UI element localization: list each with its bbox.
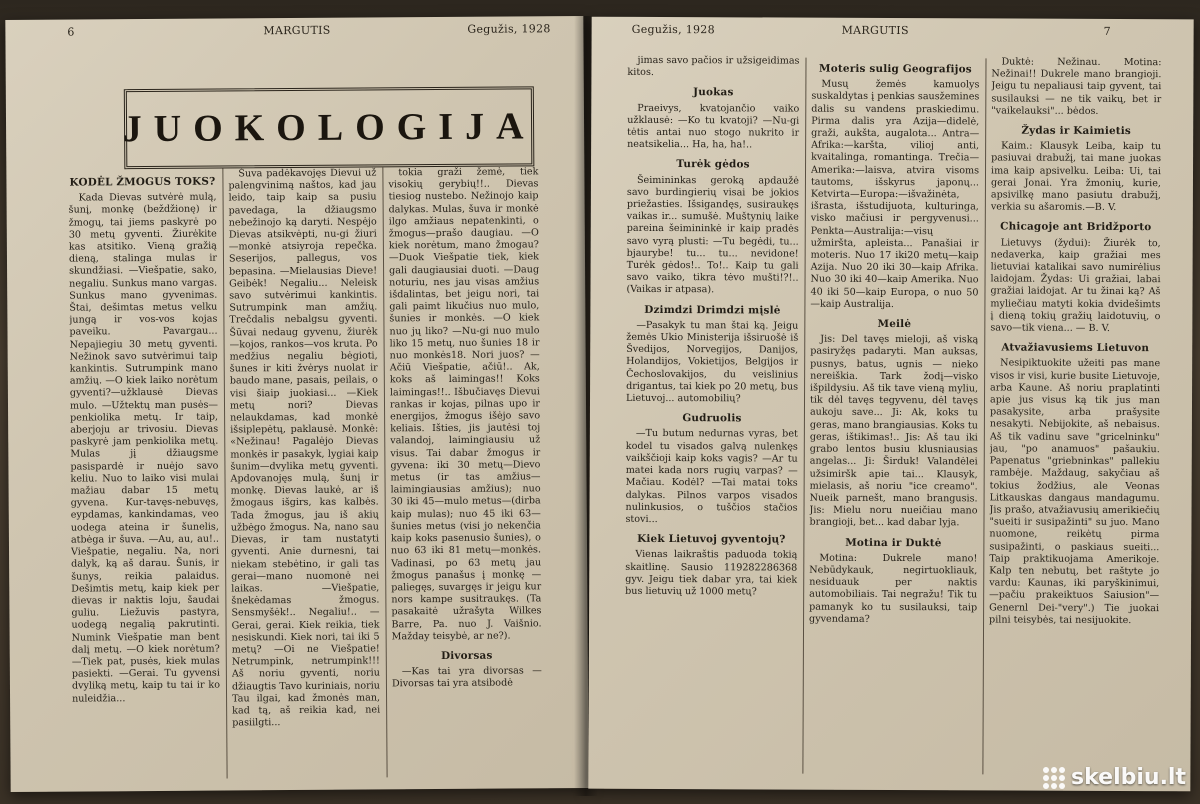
- section-heading-chicagoje: Chicagoje ant Bridžporto: [1000, 220, 1152, 234]
- masthead-box: [124, 86, 535, 169]
- gedos-text: Šeimininkas geroką apdaužė savo burdingierių visai be jokios priežasties. Išsigandęs, susiraukęs vaikas ir... sumušė. Muštynių laike pareina šeimininkė ir kaip pradės savo vyrą plusti: —Tu begėdi, tu... bjaurybe! tu... tu... nevidone! Turėk gėdos!.. To!.. Kaip tu gali savo vaiko, tikra tėvo mušti!?!.. (Vaikas ir atpasa).: [626, 174, 799, 296]
- section-heading-juokas: Juokas: [693, 86, 734, 99]
- section-heading-gudruolis: Gudruolis: [682, 412, 742, 425]
- column-rule: [982, 58, 986, 774]
- page-number-right: 7: [1103, 24, 1111, 38]
- left-column-1: [68, 169, 220, 786]
- dukte-text: Duktė: Nežinau. Motina: Nežinai!! Dukrele mano brangioji. Jeigu tu nepaliausi taip gyvent, tai susilauksi — ne tik vaikų, bet ir "vaikelauksi"... bėdos.: [991, 56, 1162, 117]
- page-number-left: 6: [67, 25, 75, 39]
- running-head-date-right: Gegužis, 1928: [631, 22, 715, 37]
- column-rule: [802, 58, 806, 774]
- running-head-magazine-right: MARGUTIS: [841, 23, 909, 38]
- section-heading-gyventoju: Kiek Lietuvoj gyventojų?: [637, 533, 786, 546]
- running-head-magazine-left: MARGUTIS: [263, 23, 331, 38]
- section-heading-zydas: Žydas ir Kaimietis: [1021, 124, 1132, 138]
- watermark: [1043, 765, 1186, 790]
- section-heading-meile: Meilė: [877, 318, 912, 331]
- gudruolis-text: —Tu butum nedurnas vyras, bet kodel tu visados galvą nulenkęs vaikščioji kaip koks vagis? —Ar tu matei kada nors rugių varpas? —Mačiau. Kodėl? —Tai matai toks dalykas. Pilnos varpos visados nulinkusios, o tuščios stačios stovi...: [625, 428, 798, 525]
- meile-text: Jis: Del tavęs mieloji, aš viską pasiryžęs padaryti. Man auksas, pusnys, batus, ugnis — nieko nereiškia. Tark žodį—visko išpildysiu. Aš tik tave vieną myliu, tik dėl tavęs tegyvenu, dėl tavęs aukoju save... Ji: Ak, koks tu geras, mano brangiausias. Koks tu geras, ištikimas!.. Jis: Aš tau iki grabo lentos busiu klusniausias angelas... Ji: Širduk! Valandėlei užsimiršk apie tai... Klausyk, mielasis, aš noriu "ice creamo". Nueik parnešt, mano brangusis. Jis: Mielu noru nueičiau mano brangioji, bet... kad dabar lyja.: [809, 333, 979, 529]
- chicagoje-text: Lietuvys (žydui): Žiurėk to, nedaverka, kaip gražiai mes lietuviai katalikai savo numirėlius laidojam. Žydas: Ui gražiai, labai gražiai laidojat. Ar tu žinai ką? Aš myliečiau matyti kokia dvidešimts į dieną tokių gražių laidotuvių, o savo—tik viena... — B. V.: [990, 237, 1161, 335]
- right-column-3: [988, 56, 1161, 781]
- left-page: [5, 16, 588, 792]
- atvaziavusiems-text: Nesipiktuokite užeiti pas mane visos ir visi, kurie busite Lietuvoje, arba Kaune. Aš noriu praplatinti apie jus visus ką tik jus man pasakysite, arba prašysite nesakyti. Nebijokite, aš nebaisus. Aš tik vadinu save "gricelninku" jau, "po anamuos" pašaukiu. Papenatus "griebninkas" pallekiu rambėje. Maždaug, sakyčiau aš tokius žodžius, ale Veonas Litkauskas dangaus mandagumu. Jis prašo, atvažiavusių amerikiečių "sueiti ir susipažinti" su juo. Mano nuomone, reikėtų pirma susipažinti, o paskiaus sueiti... Taip praktikuojama Amerikoje. Kalp ten nebutų, bet raštyte jo vardu: Kaunas, iki paryškinimui, —pačiu prakeiktuos Saiusion"—Genernl Dei-"very".) Tie juokai pilni teisybės, tai nesijuokite.: [989, 357, 1161, 626]
- article-body-continued: Šuva padėkavojęs Dievui už palengvinimą naštos, kad jau leido, taip kaip sa pusiu pavedaga, la džiaugsmo nebežinojo ką daryti. Nespėjo Dievas atsikvėpti, nu-gi žiuri—monkė atsiyroja repečka. Seserijos, pallegus, vos bepasina. —Mielausias Dieve! Geibėk! Negaliu... Neleisk savo sutvėrimui kankintis. Sutrumpink man amžių. Trečdalis nebalgsu gyventi. Šūvai nedaug gyvenu, žiurėk—kojos, rankos—vos kruta. Po medžius negaliu bėgioti, šunes ir kiti žvėrys nuolat ir baudo mane, pasais, peilais, o visi šiaip juokiasi... —Kiek metų nori? Dievas nelaukdamas, kad monkė išsiplepėtų, paklausė. Monkė: «Nežinau! Pagalėjo Dievas monkės ir pasakyk, lygiai kaip šunim—dvylika metų gyventi. Apdovanojęs mulą, šunį ir monkę. Dievas laukė, ar iš žmogaus išgirs, kas kalbės. Tada žmogus, jau iš akių užbėgo žmogus. Na, nano sau Dievas, ir tam nustatyti gyventi. Anie durnesni, tai niekam stebėtino, ir gali tas gerai—mano nuomonė nei laikas. —Viešpatie, šnekėdamas žmogus. Sensmyšėk!.. Negaliu!.. —Gerai, gerai. Kiek reikia, tiek nesiskundi. Kiek nori, tai iki 5 metų? —Oi ne Viešpatie! Netrumpink, netrumpink!!! Aš noriu gyventi, noriu džiaugtis Tavo kuriniais, noriu Tau ilgai, kad žmonės man, kad tą, aš reikia kad, nei pasiilgti...: [228, 167, 381, 729]
- intro-text: jimas savo pačios ir užsigeidimas kitos.: [627, 54, 800, 79]
- section-heading-misle: Dzimdzi Drimdzi mįslė: [644, 303, 781, 317]
- left-column-2: [228, 167, 380, 784]
- right-column-2: [808, 56, 979, 781]
- article-body: Kada Dievas sutvėrė mulą, šunį, monkę (beždžionę) ir žmogų, tai jiems paskyrė po 30 metų gyventi. Žiurėkite kas atsitiko. Vieną gražią dieną, stalinga mulas ir skundžiasi. —Viešpatie, sako, negaliu. Sunkus mano vargas. Sunkus mano gyvenimas. Štai, dešimtas metus velku jungą ir vos-vos kojas paveiku. Pavargau... Nepajiegiu 30 metų gyventi. Nežinok savo sutvėrimui taip kankintis. Sutrumpink mano amžių. —O kiek laiko norėtum gyventi?—užklausė Dievas mulo. —Užtektų man pusės—penkiolika metų. Ir taip, aberjoju ar trivosiu. Dievas paskyrė jam penkiolika metų. Mulas jį džiaugsme pasispardė ir nuėjo savo keliu. Nuo to laiko visi mulai mažiau dabar 15 metų gyvena. Kur-tavęs-nebuvęs, eypdamas, kankindamas, veo uodega ateina ir šunelis, atbėga ir šuva. —Au, au, au!.. Viešpatie, negaliu. Na, nori dalyk, ką aš darau. Šunis, ir šunys, reikia palaidus. Dešimtis metų, kaip kiek per dievas ir naktis loju, šaudai guliu. Liežuvis pastyra, uodegą negalią pakrutinti. Numink Viešpatie man bent dalį metų. —O kiek norėtum? —Tiek pat, pusės, kiek mulas pasiekti. —Gerai. Tu gyvensi dvyliką metų, kaip tu tai ir ko nuleidžia...: [68, 191, 221, 705]
- gyventoju-text: Vienas laikraštis paduoda tokią skaitlinę. Sausio 119282286368 gyv. Jeigu tiek dabar yra, tai kiek bus lietuvių už 1000 metų?: [625, 549, 798, 598]
- juokas-text: Praeivys, kvatojančio vaiko užklausė: —Ko tu kvatoji? —Nu-gi tėtis antai nuo stogo nukrito ir neatsikelia... Ha, ha, ha!..: [627, 102, 800, 151]
- column-rule: [382, 167, 387, 777]
- page-title: JUOKOLOGIJA: [122, 105, 536, 151]
- motina-text: Motina: Dukrele mano! Nebūdykauk, negirtuokliauk, nesiduauk per naktis automobiliais. Tai negražu! Tik tu pamanyk ko tu susilauksi, taip gyvendama?: [809, 552, 978, 625]
- article-heading: KODĖL ŽMOGUS TOKS?: [69, 175, 216, 189]
- geografija-text: Musų žemės kamuolys suskaldytas į penkias sausžemines dalis su vandens praskiedimu. Pirma dalis yra Azija—didelė, graži, aukšta, augalota... Antra—Afrika:—karšta, vilioj anti, kvaitalinga, romantinga. Trečia—Amerika:—laisva, atvira visoms tautoms, išskyrus japonų... Ketvirta—Europa:—išvažinėta, išrasta, išstudijuota, kulturinga, visko mačiusi ir pergyvenusi... Penkta—Australija:—visų užmiršta, apleista... Panašiai ir moteris. Nuo 17 iki20 metų—kaip Azija. Nuo 20 iki 30—kaip Afrika. Nuo 30 iki 40—kaip Amerika. Nuo 40 iki 50—kaip Europa, o nuo 50—kaip Australija.: [810, 78, 980, 310]
- left-column-3: [388, 166, 542, 783]
- right-column-1: [624, 55, 799, 780]
- right-page: [588, 17, 1193, 792]
- watermark-brand: skelbiu.lt: [1071, 765, 1186, 790]
- zydas-text: Kaim.: Klausyk Leiba, kaip tu pasiuvai drabužį, tai mane juokas ima kaip apsivelku. Leiba: Ui, tai gerai Jonai. Yra žmonių, kurie, apsivilkę mano pasiutu drabužį, verkia su ašaromis.—B. V.: [990, 140, 1162, 214]
- section-heading-divorsas: Divorsas: [441, 649, 493, 662]
- misle-text: —Pasakyk tu man štai ką. Jeigu žemės Ukio Ministerija išsiruošė iš Švedijos, Norvegijos, Danijos, Holandijos, Vokietijos, Belgijos ir Čechoslovakijos, du veislinius drigantus, tai kiek po 20 metų, bus Lietuvoj... automobilių?: [625, 319, 799, 405]
- divorsas-text: —Kas tai yra divorsas —Divorsas tai yra atsibodė: [391, 665, 542, 690]
- column-rule: [222, 169, 227, 779]
- section-heading-gedos: Turėk gėdos: [676, 158, 750, 171]
- running-head-date-left: Gegužis, 1928: [467, 22, 551, 36]
- section-heading-geografija: Moteris sulig Geografijos: [819, 62, 972, 76]
- article-body-ending: tokia graži žemė, tiek visokių gerybių!!.. Dievas tiesiog nustebo. Nežinojo kaip dalykas. Mulas, šuva ir monkė ilgo amžiaus nepatenkinti, o žmogus—prašo daugiau. —O kiek norėtum, mano žmogau? —Duok Viešpatie tiek, kiek gali daugiausiai duoti. —Daug noturiu, nes jau visas amžius išdalintas, bet jeigu nori, tai gali paimt likučius nuo mulo, šunies ir monkės. —O kiek nuo jų liko? —Nu-gi nuo mulo liko 15 metų, nuo šunies 18 ir nuo monkės18. Nori juos? —Ačiū Viešpatie, ačiū!.. Ak, koks aš laimingas!! Koks laimingas!!.. Išbučiavęs Dievui rankas ir kojas, pilnas upo ir energijos, žmogus išėjo savo keliais. Išties, jis jautėsi toj valandoj, laimingiausiu už visus. Tai dabar žmogus ir gyvena: iki 30 metų—Dievo metus (ir tas amžius—laimingiausias amžius); nuo 30 iki 45—mulo metus—(dirba kaip mulas); nuo 45 iki 63—šunies metus (visi jo nekenčia kaip koks pasenusio šunies), o nuo 63 iki 81 metų—monkės. Vadinasi, po 63 metų jau žmogus panašus į monkę — paliegęs, suvargęs ir jeigu kur nors kampe susitraukęs. (Ta pasakaitė užrašyta Wilkes Barre, Pa. nuo J. Vaišnio. Mažday teisybė, ar ne?).: [388, 166, 542, 643]
- section-heading-atvaziavusiems: Atvažiavusiems Lietuvon: [1001, 341, 1150, 355]
- section-heading-motina: Motina ir Duktė: [845, 536, 942, 549]
- dots-grid-icon: [1043, 767, 1065, 789]
